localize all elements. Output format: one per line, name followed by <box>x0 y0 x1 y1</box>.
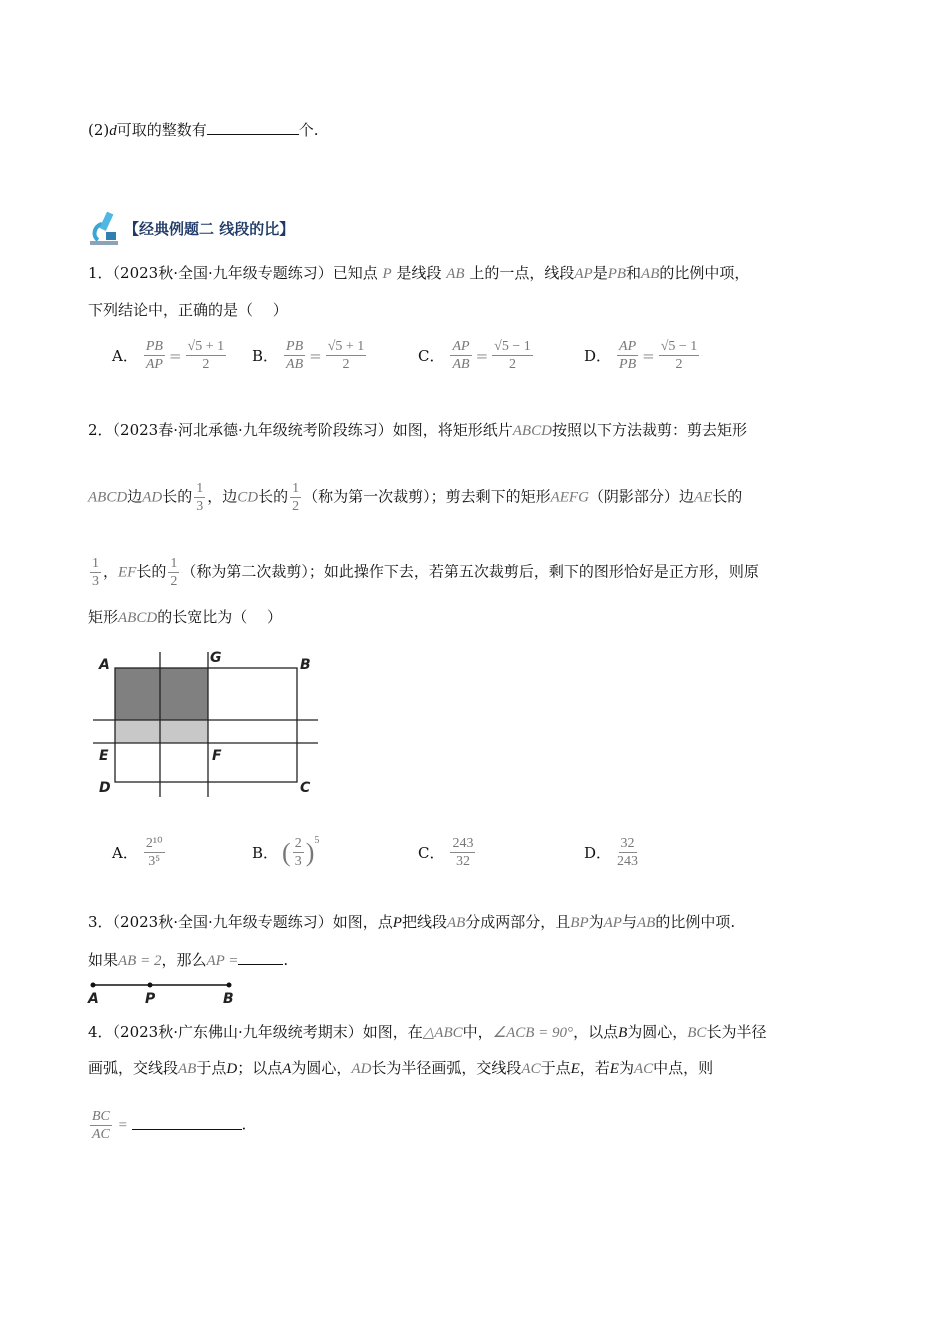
denominator: 2 <box>342 357 350 372</box>
label-b: B <box>300 657 311 673</box>
question-text: 是线段 <box>391 264 447 282</box>
question-text: 可取的整数有 <box>116 121 207 139</box>
numerator: 2¹⁰ <box>145 836 163 851</box>
denominator: 2 <box>170 574 178 589</box>
numerator: AP <box>452 339 470 354</box>
denominator: 2 <box>202 357 210 372</box>
fraction <box>617 835 638 870</box>
q4-line3 <box>88 1108 246 1143</box>
question-text: 上的一点，线段 <box>464 264 575 282</box>
question-text: 如果 <box>88 951 119 969</box>
question-text: 把线段 <box>401 913 447 931</box>
question-text: ，若 <box>579 1059 610 1077</box>
question-text: （阴影部分）边 <box>588 487 694 506</box>
math-expression: PB <box>607 266 627 282</box>
q2-option-c[interactable] <box>418 835 477 870</box>
math-expression: ABCD <box>118 610 158 626</box>
question-text: ；以点 <box>237 1059 283 1077</box>
option-label: A． <box>112 844 138 862</box>
question-text: 长的 <box>712 487 743 506</box>
question-text: 边 <box>127 487 143 506</box>
math-expression: AC <box>633 1061 654 1077</box>
numerator: √5 − 1 <box>660 339 698 354</box>
label-a: A <box>88 991 99 1007</box>
question-text: 3．（2023秋·全国·九年级专题练习）如图，点 <box>88 913 393 931</box>
point-label: E <box>609 1061 619 1077</box>
point-label: D <box>226 1061 238 1077</box>
q2-option-b[interactable] <box>252 835 319 870</box>
question-text: 长的 <box>258 487 289 506</box>
math-expression: AP <box>603 915 622 931</box>
parenthesized-fraction <box>282 835 319 870</box>
answer-blank[interactable] <box>238 964 283 965</box>
math-expression: = <box>113 1117 132 1134</box>
label-g: G <box>210 650 222 666</box>
math-expression: AP = <box>206 953 239 969</box>
question-text: 4．（2023秋·广东佛山·九年级统考期末）如图，在 <box>88 1023 423 1041</box>
math-expression: P <box>382 266 392 282</box>
q2-option-d[interactable] <box>584 835 640 870</box>
math-expression: AE <box>693 489 713 506</box>
question-text: ，那么 <box>161 951 207 969</box>
point-label: A <box>282 1061 292 1077</box>
numerator: AP <box>619 339 637 354</box>
question-text: . <box>241 1115 247 1134</box>
numerator: 1 <box>92 556 99 571</box>
math-expression: AB <box>178 1061 197 1077</box>
label-d: D <box>99 780 111 796</box>
label-c: C <box>300 780 311 796</box>
math-expression: △ABC <box>422 1025 463 1041</box>
math-expression: AB = 2 <box>118 953 162 969</box>
question-text: 矩形 <box>88 608 119 626</box>
denominator: PB <box>619 357 637 372</box>
question-text: 和 <box>626 264 642 282</box>
option-label: D． <box>584 844 612 862</box>
q4-line2 <box>88 1058 713 1079</box>
math-expression: AP <box>574 266 593 282</box>
question-text: ，边 <box>207 487 238 506</box>
denominator: AB <box>286 357 304 372</box>
option-label: C． <box>418 347 445 365</box>
option-label: A． <box>112 347 138 365</box>
math-expression: ABCD <box>512 423 552 439</box>
denominator: AP <box>145 357 163 372</box>
point-label: E <box>570 1061 580 1077</box>
equals-sign: = <box>309 346 322 365</box>
math-expression: AD <box>351 1061 372 1077</box>
denominator: 3⁵ <box>148 854 161 869</box>
question-text: 是 <box>592 264 608 282</box>
math-expression: AB <box>641 266 660 282</box>
question-text: 下列结论中，正确的是（ ） <box>88 301 288 319</box>
fraction <box>144 835 165 870</box>
numerator: 32 <box>620 836 635 851</box>
question-text: ，以点 <box>573 1023 619 1041</box>
option-label: B． <box>252 347 279 365</box>
equals-sign: = <box>642 346 655 365</box>
question-text: （称为第一次裁剪）；剪去剩下的矩形 <box>303 487 551 506</box>
question-text: 长为半径 <box>706 1023 767 1041</box>
math-expression: ABCD <box>88 489 128 506</box>
question-text: ， <box>103 562 119 581</box>
numerator: PB <box>286 339 304 354</box>
fraction <box>293 835 304 870</box>
math-expression: ∠ACB = 90° <box>492 1025 574 1041</box>
denominator: 3 <box>92 574 99 589</box>
math-expression: AB <box>446 915 466 931</box>
denominator: 32 <box>455 854 470 869</box>
numerator: √5 − 1 <box>494 339 531 354</box>
question-text: 2．（2023春·河北承德·九年级统考阶段练习）如图，将矩形纸片 <box>88 421 513 439</box>
numerator: 1 <box>292 481 300 496</box>
shaded-region-dark <box>115 668 208 720</box>
option-label: B． <box>252 844 279 862</box>
numerator: √5 + 1 <box>327 339 365 354</box>
question-text: 长为半径画弧，交线段 <box>371 1059 522 1077</box>
question-text: 的长宽比为（ ） <box>157 608 282 626</box>
fraction <box>90 1108 112 1143</box>
math-expression: AB <box>446 266 465 282</box>
question-text: 长的 <box>136 562 167 581</box>
numerator: PB <box>145 339 163 354</box>
math-expression: AEFG <box>550 489 589 506</box>
point-label: P <box>392 915 402 931</box>
denominator: 2 <box>292 499 300 514</box>
denominator: 243 <box>617 854 639 869</box>
label-a: A <box>99 657 110 673</box>
numerator: 2 <box>294 836 302 851</box>
question-text: 于点 <box>540 1059 571 1077</box>
numerator: BC <box>92 1109 110 1124</box>
equals-sign: = <box>475 346 489 365</box>
q2-option-a[interactable] <box>112 835 167 870</box>
denominator: 3 <box>294 854 302 869</box>
question-text: 中， <box>462 1023 493 1041</box>
math-expression: AD <box>142 489 163 506</box>
question-text: 为 <box>588 913 604 931</box>
question-text: . <box>283 951 289 969</box>
label-b: B <box>223 991 234 1007</box>
option-label: D． <box>584 347 612 365</box>
left-paren: ( <box>282 837 291 867</box>
q3-line2 <box>88 950 288 971</box>
question-text: （称为第二次裁剪）；如此操作下去，若第五次裁剪后，剩下的图形恰好是正方形，则原 <box>181 562 759 581</box>
question-text: 分成两部分，且 <box>465 913 571 931</box>
numerator: 1 <box>196 481 204 496</box>
question-text: 中点，则 <box>653 1059 714 1077</box>
question-text: 的比例中项. <box>655 913 736 931</box>
option-label: C． <box>418 844 445 862</box>
denominator: AC <box>92 1127 110 1142</box>
fraction <box>450 835 475 870</box>
question-text: 于点 <box>196 1059 227 1077</box>
question-text: 与 <box>621 913 637 931</box>
variable-d: d <box>109 123 117 139</box>
numerator: √5 + 1 <box>187 339 225 354</box>
math-expression: AB <box>636 915 656 931</box>
q4-line1 <box>88 1022 766 1043</box>
numerator: 243 <box>452 836 474 851</box>
math-expression: EF <box>118 564 137 581</box>
math-expression: BC <box>687 1025 707 1041</box>
right-paren: ) <box>305 837 315 867</box>
shaded-region-light <box>115 720 208 743</box>
math-expression: CD <box>237 489 259 506</box>
equals-sign: = <box>168 346 182 365</box>
denominator: 3 <box>196 499 204 514</box>
math-expression: BP <box>570 915 589 931</box>
point-label: B <box>618 1025 628 1041</box>
section-title: 【经典例题二 线段的比】 <box>124 219 295 238</box>
math-expression: AC <box>521 1061 541 1077</box>
denominator: AB <box>452 357 470 372</box>
answer-blank[interactable] <box>132 1129 242 1130</box>
question-suffix: 个. <box>298 121 319 139</box>
question-text: 为 <box>618 1059 634 1077</box>
question-text: 按照以下方法裁剪：剪去矩形 <box>551 421 747 439</box>
question-text: 为圆心， <box>291 1059 352 1077</box>
denominator: 2 <box>508 357 516 372</box>
denominator: 2 <box>675 357 683 372</box>
exponent: 5 <box>314 835 320 846</box>
label-e: E <box>99 748 109 764</box>
question-text: 长的 <box>162 487 193 506</box>
question-text: 画弧，交线段 <box>88 1059 179 1077</box>
q3-line1 <box>88 912 735 933</box>
question-text: 的比例中项， <box>659 264 750 282</box>
label-f: F <box>212 748 222 764</box>
question-text: 1．（2023秋·全国·九年级专题练习）已知点 <box>88 264 383 282</box>
numerator: 1 <box>170 556 178 571</box>
part-number: (2) <box>88 121 110 139</box>
question-text: 为圆心， <box>627 1023 688 1041</box>
label-p: P <box>145 991 156 1007</box>
